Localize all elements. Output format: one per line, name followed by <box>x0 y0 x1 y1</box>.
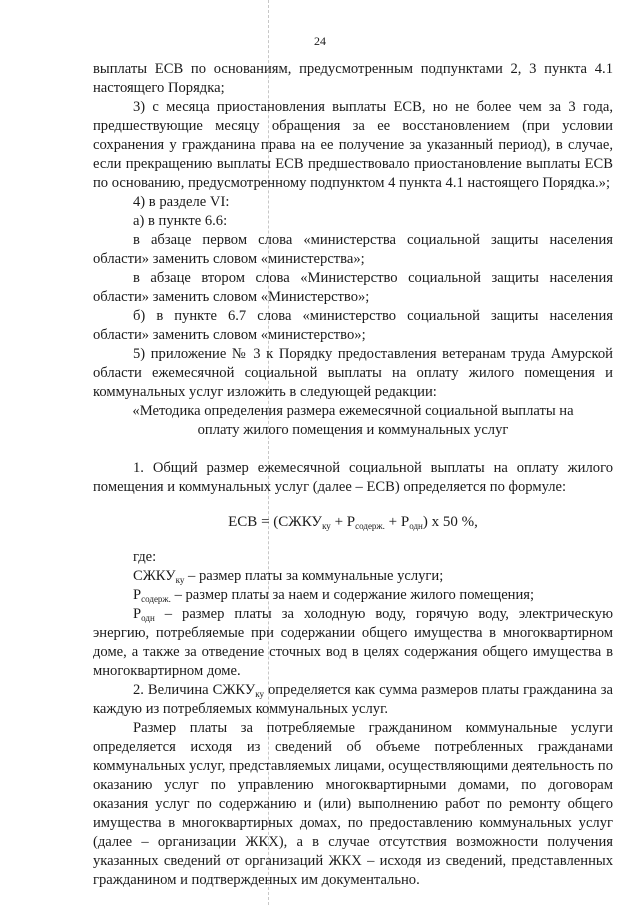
paragraph: а) в пункте 6.6: <box>133 213 228 229</box>
paragraph-text: 2. Величина <box>133 682 209 698</box>
formula-subscript: содерж. <box>355 521 385 531</box>
definition-term: Р <box>133 606 142 622</box>
paragraph: 4) в разделе VI: <box>133 194 230 210</box>
definition-term: СЖКУ <box>133 568 176 584</box>
paragraph: где: <box>133 549 157 565</box>
formula-term: СЖКУ <box>278 514 323 530</box>
formula-lhs: ЕСВ <box>228 514 258 530</box>
formula-subscript: одн <box>409 521 423 531</box>
formula-equals: = <box>261 514 270 530</box>
methodology-title: «Методика определения размера ежемесячной социальной выплаты на оплату жилого помещения и коммунальных услуг <box>132 403 574 438</box>
document-body <box>93 60 613 890</box>
definition-subscript: ку <box>255 689 264 699</box>
formula-term: Р <box>400 514 410 530</box>
formula-paren: ) <box>422 514 428 530</box>
definition-subscript: ку <box>175 575 185 585</box>
definition-text: – размер платы за холодную воду, горячую воду, электрическую энергию, потребляемые при содержании общего имущества в многоквартирном доме, а также за отведение сточных вод в целях содержания общего имущества в многоквартирном доме. <box>93 606 613 679</box>
formula-plus: + <box>334 514 344 530</box>
paragraph: выплаты ЕСВ по основаниям, предусмотренным подпунктами 2, 3 пункта 4.1 настоящего Порядка; <box>93 61 613 96</box>
definition <box>93 567 613 586</box>
formula-plus: + <box>388 514 398 530</box>
paragraph: в абзаце втором слова «Министерство социальной защиты населения области» заменить словом «Министерство»; <box>93 270 613 305</box>
definition-term: Р <box>133 587 142 603</box>
paragraph: в абзаце первом слова «министерства социальной защиты населения области» заменить словом «министерства»; <box>93 232 613 267</box>
page-number: 24 <box>314 34 326 48</box>
paragraph <box>93 681 613 719</box>
formula-multiplier: х 50 %, <box>431 514 478 530</box>
formula-subscript: ку <box>322 521 331 531</box>
definition <box>93 605 613 681</box>
definition-subscript: содерж. <box>141 594 171 604</box>
formula-term: Р <box>346 514 356 530</box>
paragraph: 1. Общий размер ежемесячной социальной выплаты на оплату жилого помещения и коммунальных услуг (далее – ЕСВ) определяется по формуле: <box>93 460 613 495</box>
paragraph: 3) с месяца приостановления выплаты ЕСВ, но не более чем за 3 года, предшествующие месяцу обращения за ее восстановлением (при условии сохранения у гражданина права на ее получение за указанный период), в случае, если прекращению выплаты ЕСВ предшествовало приостановление выплаты ЕСВ по основанию, предусмотренному подпунктом 4 пункта 4.1 настоящего Порядка.»; <box>93 99 613 191</box>
definition <box>93 586 613 605</box>
formula-paren: ( <box>273 514 279 530</box>
definition-text: – размер платы за наем и содержание жилого помещения; <box>174 587 535 603</box>
definition-text: – размер платы за коммунальные услуги; <box>188 568 444 584</box>
definition-term: СЖКУ <box>212 682 256 698</box>
paragraph: 5) приложение № 3 к Порядку предоставления ветеранам труда Амурской области ежемесячной социальной выплаты на оплату жилого помещения и коммунальных услуг изложить в следующей редакции: <box>93 346 613 400</box>
definition-subscript: одн <box>141 613 155 623</box>
paragraph: Размер платы за потребляемые гражданином коммунальные услуги определяется исходя из сведений об объеме потребленных гражданами коммунальных услуг, представляемых лицами, осуществляющими деятельность по оказанию услуг по управлению многоквартирными домами, по договорам оказания услуг по содержанию и (или) выполнению работ по ремонту общего имущества в многоквартирных домах, по предоставлению коммунальных услуг (далее – организации ЖКХ), а в случае отсутствия возможности получения указанных сведений от организаций ЖКХ – исходя из сведений, представленных гражданином и подтвержденных им документально. <box>93 720 613 888</box>
formula <box>93 513 613 532</box>
paragraph: б) в пункте 6.7 слова «министерство социальной защиты населения области» заменить словом «министерство»; <box>93 308 613 343</box>
paragraph-text: определяется как сумма размеров платы гражданина за каждую из потребляемых коммунальных услуг. <box>93 682 613 717</box>
